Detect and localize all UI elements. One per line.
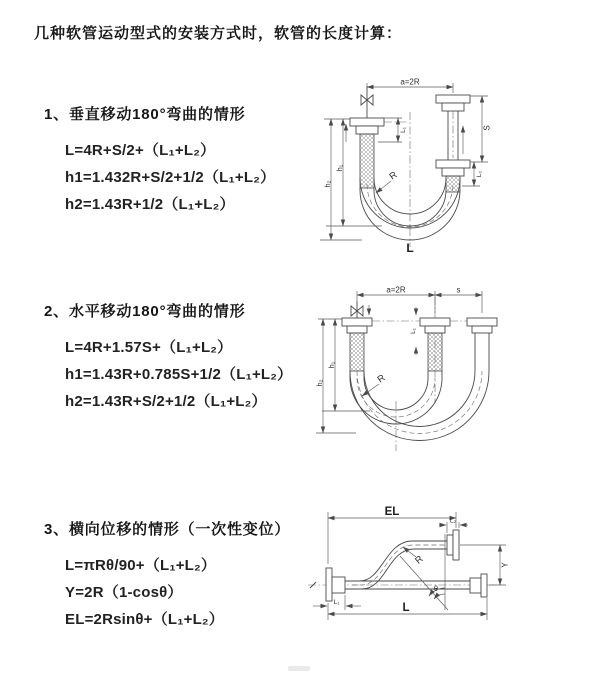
dim-el bbox=[328, 506, 456, 564]
dim-y-label: Y bbox=[500, 562, 510, 568]
formula-length: L=4R+S/2+（L₁+L₂） bbox=[65, 142, 216, 159]
braided-hose-section bbox=[446, 176, 460, 192]
dim-s-label: s bbox=[456, 285, 461, 295]
flange-nut bbox=[356, 126, 378, 134]
scan-artifact bbox=[288, 666, 310, 671]
flange-plate-lower bbox=[436, 160, 470, 168]
section-1-heading: 1、垂直移动180°弯曲的情形 bbox=[44, 106, 246, 123]
hose-curves-far bbox=[350, 371, 489, 441]
formula-el: EL=2Rsinθ+（L₁+L₂） bbox=[65, 611, 224, 628]
section-1-formulas bbox=[65, 137, 275, 218]
formula-y: Y=2R（1-cosθ） bbox=[65, 584, 183, 601]
section-1 bbox=[44, 103, 275, 218]
dim-h2-label: h₂ bbox=[323, 180, 332, 188]
dim-length bbox=[328, 598, 487, 620]
radius-label: R bbox=[413, 553, 426, 567]
dim-l2-label: L₂ bbox=[476, 170, 483, 178]
dim-span-label: a=2R bbox=[400, 77, 420, 87]
formula-length: L=πRθ/90+（L₁+L₂） bbox=[65, 557, 217, 574]
diagram-lateral-offset bbox=[300, 498, 600, 663]
flange-plate bbox=[342, 318, 372, 326]
braided-hose-section bbox=[360, 134, 374, 188]
offset-hose bbox=[352, 530, 459, 589]
section-2-formulas bbox=[65, 334, 292, 415]
length-label: L bbox=[406, 241, 414, 255]
dim-h1-label: h₁ bbox=[335, 164, 344, 172]
right-flange-plate bbox=[481, 574, 487, 597]
radius-label: R bbox=[387, 169, 400, 183]
diagram-vertical-180-bend bbox=[312, 66, 590, 266]
left-fitting bbox=[346, 86, 384, 188]
flange-plate bbox=[467, 318, 497, 326]
left-fitting bbox=[342, 301, 372, 371]
section-3 bbox=[44, 518, 290, 633]
formula-length: L=4R+1.57S+（L₁+L₂） bbox=[65, 339, 233, 356]
centerlines bbox=[372, 297, 467, 451]
section-3-formulas bbox=[65, 552, 290, 633]
dim-l-label: L bbox=[402, 602, 410, 614]
dim-el-label: EL bbox=[384, 506, 400, 518]
right-hub bbox=[470, 578, 481, 593]
braided-hose-section bbox=[350, 333, 364, 371]
flange-plate bbox=[420, 318, 450, 326]
braided-hose-section bbox=[428, 333, 442, 371]
dim-l1-label: L₁ bbox=[400, 127, 407, 133]
top-flange-plate bbox=[453, 530, 459, 560]
flange-nut bbox=[425, 326, 445, 333]
flange-nut-upper bbox=[442, 103, 464, 111]
section-3-heading: 3、横向位移的情形（一次性变位） bbox=[44, 521, 291, 538]
right-fitting bbox=[467, 318, 497, 371]
angle-construction bbox=[400, 534, 448, 610]
dim-span bbox=[357, 286, 482, 314]
left-fitting bbox=[326, 568, 345, 601]
flange-nut-lower bbox=[442, 168, 464, 176]
dim-l2-label: L₂ bbox=[449, 517, 457, 525]
hub bbox=[332, 577, 345, 593]
radius-leader bbox=[376, 169, 400, 193]
page-title: 几种软管运动型式的安装方式时，软管的长度计算： bbox=[34, 25, 403, 42]
dim-span bbox=[367, 78, 453, 95]
dim-span-label: a=2R bbox=[386, 285, 406, 295]
section-2 bbox=[44, 300, 292, 415]
dim-l1-label: L₁ bbox=[410, 328, 417, 334]
straight-hose bbox=[345, 574, 487, 597]
flange-plate bbox=[326, 568, 332, 601]
flange-nut bbox=[347, 326, 367, 333]
middle-fitting bbox=[410, 307, 450, 371]
flange-nut bbox=[472, 326, 492, 333]
dim-h1-label: h₁ bbox=[327, 361, 336, 369]
dim-stroke bbox=[462, 96, 492, 186]
formula-h2: h2=1.43R+1/2（L₁+L₂） bbox=[65, 196, 235, 213]
flange-plate-upper bbox=[436, 95, 470, 103]
dim-l1-label: L₁ bbox=[333, 599, 340, 606]
formula-h1: h1=1.432R+S/2+1/2（L₁+L₂） bbox=[65, 169, 276, 186]
section-2-heading: 2、水平移动180°弯曲的情形 bbox=[44, 303, 246, 320]
dim-h2-label: h₂ bbox=[315, 379, 324, 387]
formula-h1: h1=1.43R+0.785S+1/2（L₁+L₂） bbox=[65, 366, 293, 383]
diagram-horizontal-180-bend bbox=[310, 283, 595, 463]
top-hub bbox=[447, 535, 453, 555]
flange-plate bbox=[350, 118, 384, 126]
formula-h2: h2=1.43R+S/2+1/2（L₁+L₂） bbox=[65, 393, 267, 410]
pipe-walls bbox=[475, 333, 489, 371]
dim-fitting-left bbox=[313, 595, 361, 610]
dim-s-label: S bbox=[482, 125, 492, 131]
theta-label: θ bbox=[433, 584, 439, 593]
radius-label: R bbox=[375, 372, 388, 386]
